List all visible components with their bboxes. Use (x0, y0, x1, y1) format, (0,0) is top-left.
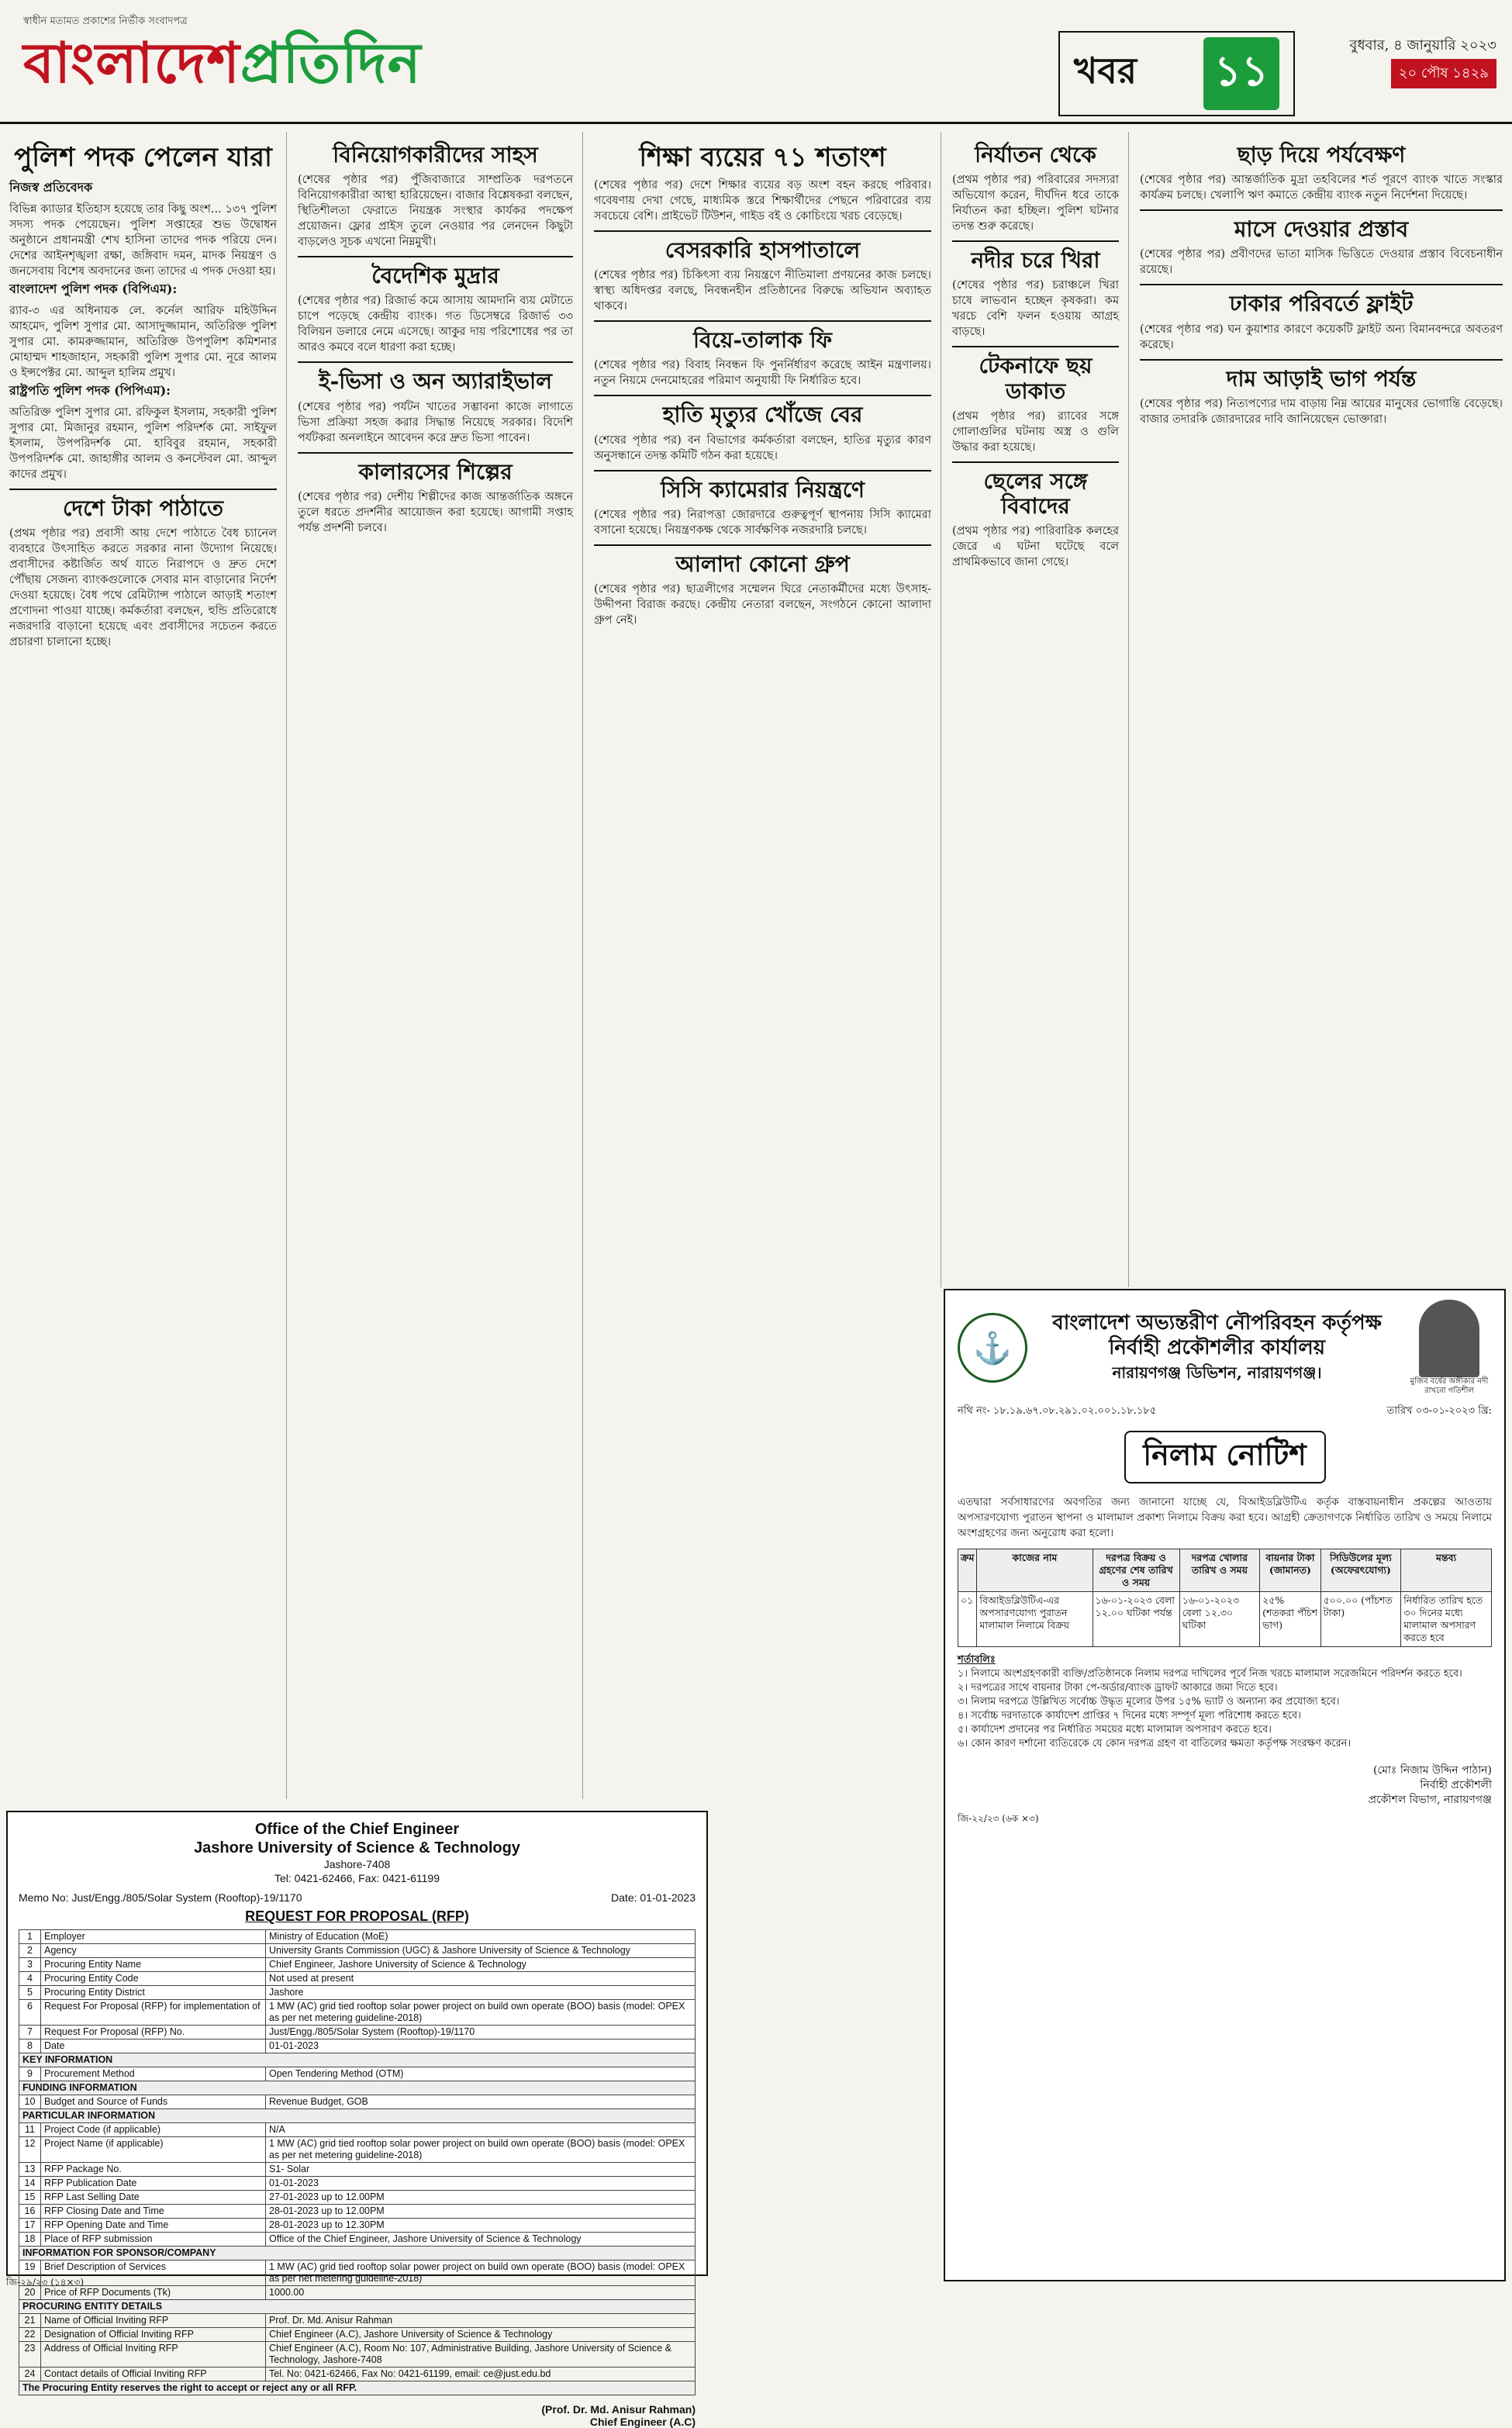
rfp-cell-k: RFP Publication Date (41, 2177, 266, 2191)
article-body: (শেষের পৃষ্ঠার পর) রিজার্ভ কমে আসায় আমদানি ব্যয় মেটাতে চাপে পড়েছে কেন্দ্রীয় ব্যাংক। গত ডিসেম্বরে রিজার্ভ ৩৩ বিলিয়ন ডলারে নেমে এসেছে। আকুর দায় পরিশোধের পর তা আরও কমবে বলে ধারণা করা হচ্ছে। (298, 295, 573, 354)
notice-col-header: দরপত্র বিক্রয় ও গ্রহণের শেষ তারিখ ও সময় (1093, 1549, 1179, 1592)
rfp-cell-v: Chief Engineer (A.C), Jashore University of Science & Technology (266, 2328, 696, 2342)
rfp-row (19, 1944, 696, 1958)
headline-flight[interactable]: ঢাকার পরিবর্তে ফ্লাইট (1229, 291, 1414, 317)
rfp-cell-n: 21 (19, 2314, 41, 2328)
rfp-cell-k: Brief Description of Services (41, 2260, 266, 2286)
headline-marriage-fee[interactable]: বিয়ে-তালাক ফি (693, 327, 832, 354)
rfp-row (19, 2328, 696, 2342)
divider (298, 452, 573, 454)
rfp-cell-v: University Grants Commission (UGC) & Jashore University of Science & Technology (266, 1944, 696, 1958)
rfp-cell-k: Address of Official Inviting RFP (41, 2342, 266, 2368)
rfp-section-label: INFORMATION FOR SPONSOR/COMPANY (19, 2247, 696, 2260)
rfp-signer-title: Chief Engineer (A.C) (589, 2416, 696, 2428)
article-body: (প্রথম পৃষ্ঠার পর) পরিবারের সদস্যরা অভিযোগ করেন, দীর্ঘদিন ধরে তাকে নির্যাতন করা হচ্ছিল। পুলিশ ঘটনার তদন্ত শুরু করেছে। (952, 174, 1119, 233)
brand-part-1: বাংলাদেশ (23, 29, 240, 95)
rfp-cell-v: Just/Engg./805/Solar System (Rooftop)-19/1170 (266, 2026, 696, 2039)
rfp-cell-n: 5 (19, 1986, 41, 2000)
headline-art[interactable]: কালারসের শিল্পের (358, 458, 513, 485)
rfp-cell-k: Project Code (if applicable) (41, 2123, 266, 2137)
rfp-cell-n: 12 (19, 2137, 41, 2163)
column-5 (1131, 132, 1512, 1287)
article-body: অতিরিক্ত পুলিশ সুপার মো. রফিকুল ইসলাম, সহকারী পুলিশ সুপার মো. মিজানুর রহমান, পুলিশ পরিদর্শক মো. সাইফুল ইসলাম, উপপরিদর্শক মো. হাবিবুর রহমান, সহকারী উপপরিদর্শক মো. জাহাঙ্গীর আলম ও কনস্টেবল মো. আব্দুল কাদের প্রমুখ। (9, 406, 277, 482)
rfp-cell-v: 27-01-2023 up to 12.00PM (266, 2191, 696, 2205)
brand-name (23, 30, 426, 95)
rfp-row (19, 1986, 696, 2000)
rfp-cell-n: 24 (19, 2368, 41, 2381)
divider (594, 395, 931, 396)
rfp-cell-v: Jashore (266, 1986, 696, 2000)
headline-foreign-currency[interactable]: বৈদেশিক মুদ্রার (371, 263, 499, 289)
headline-e-visa[interactable]: ই-ভিসা ও অন অ্যারাইভাল (319, 368, 552, 395)
date-gregorian: বুধবার, ৪ জানুয়ারি ২০২৩ (1349, 37, 1496, 54)
headline-teknaf-robbers[interactable]: টেকনাফে ছয় ডাকাত (979, 353, 1093, 404)
rfp-row (19, 2219, 696, 2233)
notice-col-header: দরপত্র খোলার তারিখ ও সময় (1179, 1549, 1259, 1592)
article-body: (শেষের পৃষ্ঠার পর) দেশীয় শিল্পীদের কাজ আন্তর্জাতিক অঙ্গনে তুলে ধরতে প্রদর্শনীর আয়োজন করা হয়েছে। আগামী সপ্তাহ পর্যন্ত প্রদর্শনী চলবে। (298, 490, 573, 534)
headline-son-dispute[interactable]: ছেলের সঙ্গে বিবাদের (983, 468, 1088, 519)
rfp-cell-k: Employer (41, 1930, 266, 1944)
divider (298, 256, 573, 257)
rfp-cell-n: 8 (19, 2039, 41, 2053)
headline-cc-camera[interactable]: সিসি ক্যামেরার নিয়ন্ত্রণে (661, 476, 865, 503)
rfp-row (19, 2137, 696, 2163)
headline-elephant-death[interactable]: হাতি মৃত্যুর খোঁজে বের (662, 402, 863, 428)
rfp-cell-n: 19 (19, 2260, 41, 2286)
rfp-cell-k: Project Name (if applicable) (41, 2137, 266, 2163)
rfp-row (19, 2260, 696, 2286)
notice-signer: (মোঃ নিজাম উদ্দিন পাঠান) (1372, 1764, 1492, 1777)
rfp-cell-k: RFP Package No. (41, 2163, 266, 2177)
rfp-row (19, 2381, 696, 2395)
rfp-title: REQUEST FOR PROPOSAL (RFP) (245, 1908, 469, 1924)
brand-part-2: প্রতিদিন (240, 29, 422, 95)
condition-item: ২। দরপত্রের সাথে বায়নার টাকা পে-অর্ডার/ব্যাংক ড্রাফট আকারে জমা দিতে হবে। (958, 1682, 1278, 1694)
notice-intro: এতদ্বারা সর্বসাধারণের অবগতির জন্য জানানো যাচ্ছে যে, বিআইডব্লিউটিএ কর্তৃক বাস্তবায়নাধীন প্রকল্পের আওতায় অপসারণযোগ্য পুরাতন স্থাপনা ও মালামাল প্রকাশ্য নিলামে বিক্রয় করা হবে। আগ্রহী ক্রেতাগণকে নির্ধারিত তারিখ ও সময়ে নিলামে অংশগ্রহণের জন্য অনুরোধ করা হলো। (958, 1496, 1492, 1539)
rfp-cell-v: 01-01-2023 (266, 2039, 696, 2053)
headline-price[interactable]: দাম আড়াই ভাগ পর্যন্ত (1226, 365, 1417, 392)
rfp-cell-k: Procuring Entity Code (41, 1972, 266, 1986)
rfp-cell-k: Price of RFP Documents (Tk) (41, 2286, 266, 2300)
rfp-row (19, 2067, 696, 2081)
rfp-cell-n: 23 (19, 2342, 41, 2368)
notice-cell: ০১ (958, 1592, 977, 1647)
rfp-cell-n: 11 (19, 2123, 41, 2137)
divider (952, 346, 1119, 347)
rfp-row (19, 2039, 696, 2053)
rfp-cell-v: 28-01-2023 up to 12.00PM (266, 2205, 696, 2219)
divider (1140, 359, 1503, 361)
article-body: (শেষের পৃষ্ঠার পর) আন্তর্জাতিক মুদ্রা তহবিলের শর্ত পূরণে ব্যাংক খাতে সংস্কার কার্যক্রম চলছে। খেলাপি ঋণ কমাতে কেন্দ্রীয় ব্যাংক নতুন নির্দেশনা দিয়েছে। (1140, 174, 1503, 202)
rfp-row (19, 2026, 696, 2039)
rfp-cell-k: RFP Closing Date and Time (41, 2205, 266, 2219)
notice-cell: নির্ধারিত তারিখ হতে ৩০ দিনের মধ্যে মালামাল অপসারণ করতে হবে (1401, 1592, 1492, 1647)
newspaper-logo[interactable] (23, 14, 426, 107)
headline-police-medal[interactable]: পুলিশ পদক পেলেন যারা (14, 142, 272, 173)
divider (1140, 284, 1503, 285)
notice-division: নারায়ণগঞ্জ ডিভিশন, নারায়ণগঞ্জ। (1112, 1363, 1322, 1382)
rfp-row (19, 2095, 696, 2109)
rfp-cell-v: 1 MW (AC) grid tied rooftop solar power project on build own operate (BOO) basis (model: OPEX as per net metering guideline-2018) (266, 2137, 696, 2163)
section-label (1058, 31, 1295, 116)
rfp-address: Jashore-7408 (323, 1858, 391, 1870)
rfp-cell-v: Prof. Dr. Md. Anisur Rahman (266, 2314, 696, 2328)
rfp-cell-k: Request For Proposal (RFP) for implementation of (41, 2000, 266, 2026)
rfp-cell-n: 18 (19, 2233, 41, 2247)
article-body: (প্রথম পৃষ্ঠার পর) পারিবারিক কলহের জেরে এ ঘটনা ঘটেছে বলে প্রাথমিকভাবে জানা গেছে। (952, 525, 1119, 569)
article-body: (প্রথম পৃষ্ঠার পর) র‍্যাবের সঙ্গে গোলাগুলির ঘটনায় অস্ত্র ও গুলি উদ্ধার করা হয়েছে। (952, 409, 1119, 454)
headline-remittance[interactable]: দেশে টাকা পাঠাতে (63, 496, 223, 522)
rfp-cell-v: 1 MW (AC) grid tied rooftop solar power project on build own operate (BOO) basis (model: OPEX as per net metering guideline-2018) (266, 2260, 696, 2286)
dateline (1310, 33, 1496, 88)
rfp-cell-k: Contact details of Official Inviting RFP (41, 2368, 266, 2381)
rfp-cell-n: 2 (19, 1944, 41, 1958)
condition-item: ৫। কার্যাদেশ প্রদানের পর নির্ধারিত সময়ের মধ্যে মালামাল অপসারণ করতে হবে। (958, 1724, 1272, 1736)
rfp-cell-k: RFP Opening Date and Time (41, 2219, 266, 2233)
rfp-cell-n: 4 (19, 1972, 41, 1986)
condition-item: ৬। কোন কারণ দর্শানো ব্যতিরেকে যে কোন দরপত্র গ্রহণ বা বাতিলের ক্ষমতা কর্তৃপক্ষ সংরক্ষণ করেন। (958, 1738, 1351, 1749)
notice-org: বাংলাদেশ অভ্যন্তরীণ নৌপরিবহন কর্তৃপক্ষ (1052, 1311, 1382, 1335)
article-body: বিভিন্ন ক্যাডার ইতিহাস হয়েছে তার কিছু অংশ... ১৩৭ পুলিশ সদস্য পদক পেয়েছেন। পুলিশ সপ্তাহের শুভ উদ্বোধন অনুষ্ঠানে প্রধানমন্ত্রী শেখ হাসিনা তাদের পদক পরিয়ে দেন। দেশের আইনশৃঙ্খলা রক্ষা, জঙ্গিবাদ দমন, মাদক নিয়ন্ত্রণ ও জনসেবায় বিশেষ অবদানের জন্য তাদের এ পদক দেওয়া হয়। (9, 203, 277, 278)
rfp-table (19, 1929, 696, 2395)
article-body: (শেষের পৃষ্ঠার পর) চিকিৎসা ব্যয় নিয়ন্ত্রণে নীতিমালা প্রণয়নের কাজ চলছে। স্বাস্থ্য অধিদপ্তর বলছে, নিবন্ধনহীন প্রতিষ্ঠানের বিরুদ্ধে অভিযান অব্যাহত থাকবে। (594, 269, 931, 313)
article-body: (শেষের পৃষ্ঠার পর) দেশে শিক্ষার ব্যয়ের বড় অংশ বহন করছে পরিবার। গবেষণায় দেখা গেছে, মাধ্যমিক স্তরে শিক্ষার্থীদের পেছনে পরিবারের ব্যয় সবচেয়ে বেশি। প্রাইভেট টিউশন, গাইড বই ও কোচিংয়ে খরচ বেড়েছে। (594, 179, 931, 223)
rfp-cell-n: 6 (19, 2000, 41, 2026)
rfp-cell-k: Date (41, 2039, 266, 2053)
section-word: খবর (1074, 50, 1137, 92)
rfp-cell-v: Open Tendering Method (OTM) (266, 2067, 696, 2081)
rfp-cell-v: Chief Engineer, Jashore University of Science & Technology (266, 1958, 696, 1972)
rfp-cell-k: RFP Last Selling Date (41, 2191, 266, 2205)
tagline: স্বাধীন মতামত প্রকাশের নির্ভীক সংবাদপত্র (23, 16, 188, 27)
rfp-cell-n: 16 (19, 2205, 41, 2219)
article-body: (শেষের পৃষ্ঠার পর) ঘন কুয়াশার কারণে কয়েকটি ফ্লাইট অন্য বিমানবন্দরে অবতরণ করেছে। (1140, 323, 1503, 351)
rfp-cell-k: Name of Official Inviting RFP (41, 2314, 266, 2328)
notice-date: তারিখ ০৩-০১-২০২৩ খ্রি: (1386, 1405, 1492, 1417)
headline-private-hospital[interactable]: বেসরকারি হাসপাতালে (665, 237, 861, 264)
rfp-cell-k: Request For Proposal (RFP) No. (41, 2026, 266, 2039)
notice-signer-dept: প্রকৌশল বিভাগ, নারায়ণগঞ্জ (1368, 1794, 1492, 1806)
divider (952, 461, 1119, 463)
column-3 (585, 132, 941, 1287)
rfp-cell-v: Revenue Budget, GOB (266, 2095, 696, 2109)
column-4 (943, 132, 1129, 1287)
article-body: (শেষের পৃষ্ঠার পর) বিবাহ নিবন্ধন ফি পুনর্নির্ধারণ করেছে আইন মন্ত্রণালয়। নতুন নিয়মে দেনমোহরের পরিমাণ অনুযায়ী ফি নির্ধারিত হবে। (594, 359, 931, 388)
headline-cucumber[interactable]: নদীর চরে খিরা (971, 247, 1100, 274)
portrait-image (1419, 1300, 1479, 1377)
rfp-ref: জি-২৯/২৩ (১৪×৩) (6, 2277, 85, 2288)
rfp-cell-k: Place of RFP submission (41, 2233, 266, 2247)
notice-caption: মুজিব বর্ষের অঙ্গীকার নদী রাখবো গতিশীল (1410, 1377, 1489, 1395)
article-body: (শেষের পৃষ্ঠার পর) পর্যটন খাতের সম্ভাবনা কাজে লাগাতে ভিসা প্রক্রিয়া সহজ করার সিদ্ধান্ত নিয়েছে সরকার। বিদেশি পর্যটকরা অনলাইনে আবেদন করে দ্রুত ভিসা পাবেন। (298, 400, 573, 444)
headline-investors[interactable]: বিনিয়োগকারীদের সাহস (333, 142, 538, 168)
article-body: (শেষের পৃষ্ঠার পর) নিত্যপণ্যের দাম বাড়ায় নিম্ন আয়ের মানুষের ভোগান্তি বেড়েছে। বাজার তদারকি জোরদারের দাবি জানিয়েছেন ভোক্তারা। (1140, 397, 1503, 426)
divider (594, 470, 931, 471)
condition-item: ১। নিলামে অংশগ্রহণকারী ব্যক্তি/প্রতিষ্ঠানকে নিলাম দরপত্র দাখিলের পূর্বে নিজ খরচে মালামাল সরেজমিনে পরিদর্শন করতে হবে। (958, 1668, 1462, 1680)
notice-col-header: সিডিউলের মূল্য (অফেরৎযোগ্য) (1320, 1549, 1401, 1592)
rfp-cell-n: 1 (19, 1930, 41, 1944)
rfp-row (19, 2000, 696, 2026)
rfp-cell-v: 01-01-2023 (266, 2177, 696, 2191)
rfp-cell-n: 20 (19, 2286, 41, 2300)
rfp-cell-k: Budget and Source of Funds (41, 2095, 266, 2109)
rfp-signer: (Prof. Dr. Md. Anisur Rahman) (541, 2403, 696, 2416)
notice-cell: ১৬-০১-২০২৩ বেলা ১২.০০ ঘটিকা পর্যন্ত (1093, 1592, 1179, 1647)
article-body: (শেষের পৃষ্ঠার পর) চরাঞ্চলে খিরা চাষে লাভবান হচ্ছেন কৃষকরা। কম খরচে বেশি ফলন হওয়ায় আগ্রহ বাড়ছে। (952, 279, 1119, 339)
column-2 (288, 132, 583, 1799)
rfp-cell-n: 9 (19, 2067, 41, 2081)
rfp-cell-v: Tel. No: 0421-62466, Fax No: 0421-61199, email: ce@just.edu.bd (266, 2368, 696, 2381)
rfp-section-label: PROCURING ENTITY DETAILS (19, 2300, 696, 2314)
notice-col-header: ক্রম (958, 1549, 977, 1592)
rfp-cell-n: 17 (19, 2219, 41, 2233)
notice-cell: ৫০০.০০ (পাঁচশত টাকা) (1320, 1592, 1401, 1647)
rfp-cell-v: N/A (266, 2123, 696, 2137)
notice-memo: নথি নং- ১৮.১৯.৬৭.০৮.২৯১.০২.০০১.১৮.১৮৫ (958, 1405, 1157, 1417)
rfp-row (19, 2368, 696, 2381)
condition-item: ৩। নিলাম দরপত্রে উল্লিখিত সর্বোচ্চ উদ্ধৃত মূল্যের উপর ১৫% ভ্যাট ও অন্যান্য কর প্রযোজ্য হবে। (958, 1696, 1340, 1708)
divider (594, 544, 931, 546)
notice-title: নিলাম নোটিশ (1124, 1431, 1326, 1483)
column-1 (0, 132, 287, 1799)
rfp-section-label: The Procuring Entity reserves the right to accept or reject any or all RFP. (19, 2381, 696, 2395)
divider (1140, 209, 1503, 211)
rfp-cell-n: 10 (19, 2095, 41, 2109)
rfp-cell-k: Agency (41, 1944, 266, 1958)
divider (9, 489, 277, 490)
rfp-cell-k: Procurement Method (41, 2067, 266, 2081)
rfp-row (19, 2081, 696, 2095)
notice-col-header: বায়নার টাকা (জামানত) (1260, 1549, 1321, 1592)
rfp-office: Office of the Chief Engineer (254, 1821, 460, 1838)
notice-cell: ১৬-০১-২০২৩ বেলা ১২.৩০ ঘটিকা (1179, 1592, 1259, 1647)
headline-torture[interactable]: নির্যাতন থেকে (975, 142, 1096, 168)
rfp-cell-v: S1- Solar (266, 2163, 696, 2177)
rfp-cell-v: Chief Engineer (A.C), Room No: 107, Administrative Building, Jashore University of Science & Technology, Jashore-7408 (266, 2342, 696, 2368)
divider (298, 361, 573, 363)
rfp-section-label: FUNDING INFORMATION (19, 2081, 696, 2095)
headline-separate-group[interactable]: আলাদা কোনো গ্রুপ (675, 551, 850, 577)
date-bangla: ২০ পৌষ ১৪২৯ (1391, 59, 1496, 88)
notice-signer-title: নির্বাহী প্রকৌশলী (1420, 1779, 1492, 1791)
rfp-cell-v: 28-01-2023 up to 12.30PM (266, 2219, 696, 2233)
rfp-row (19, 1972, 696, 1986)
rfp-section-label: KEY INFORMATION (19, 2053, 696, 2067)
byline: নিজস্ব প্রতিবেদক (9, 180, 93, 195)
subheading: রাষ্ট্রপতি পুলিশ পদক (পিপিএম): (9, 383, 171, 399)
rfp-row (19, 2300, 696, 2314)
rfp-cell-n: 14 (19, 2177, 41, 2191)
rfp-tel: Tel: 0421-62466, Fax: 0421-61199 (274, 1872, 440, 1884)
page-number: ১১ (1203, 37, 1279, 110)
notice-table (958, 1549, 1492, 1647)
notice-col-header: কাজের নাম (977, 1549, 1093, 1592)
notice-office: নির্বাহী প্রকৌশলীর কার্যালয় (1108, 1336, 1326, 1359)
rfp-cell-k: Designation of Official Inviting RFP (41, 2328, 266, 2342)
divider (594, 320, 931, 322)
rfp-cell-k: Procuring Entity Name (41, 1958, 266, 1972)
rfp-cell-n: 15 (19, 2191, 41, 2205)
rfp-row (19, 2123, 696, 2137)
rfp-cell-n: 3 (19, 1958, 41, 1972)
rfp-row (19, 2342, 696, 2368)
rfp-cell-k: Procuring Entity District (41, 1986, 266, 2000)
notice-ref: জি-২২/২৩ (৬ক ×৩) (958, 1813, 1039, 1824)
rfp-row (19, 2233, 696, 2247)
article-body: (শেষের পৃষ্ঠার পর) পুঁজিবাজারে সাম্প্রতিক দরপতনে বিনিয়োগকারীরা আস্থা হারিয়েছেন। বাজার বিশ্লেষকরা বলছেন, স্থিতিশীলতা ফেরাতে নিয়ন্ত্রক সংস্থার কার্যকর পদক্ষেপ প্রয়োজন। ফ্লোর প্রাইস তুলে নেওয়ার পর লেনদেন কিছুটা বাড়লেও সূচক এখনো নিম্নমুখী। (298, 174, 573, 249)
article-body: (শেষের পৃষ্ঠার পর) বন বিভাগের কর্মকর্তারা বলছেন, হাতির মৃত্যুর কারণ অনুসন্ধানে তদন্ত কমিটি গঠন করা হয়েছে। (594, 433, 931, 462)
headline-monthly-proposal[interactable]: মাসে দেওয়ার প্রস্তাব (1234, 216, 1409, 243)
rfp-memo: Memo No: Just/Engg./805/Solar System (Rooftop)-19/1170 (19, 1891, 302, 1904)
rfp-row (19, 2053, 696, 2067)
rfp-row (19, 2163, 696, 2177)
subheading: বাংলাদেশ পুলিশ পদক (বিপিএম): (9, 281, 178, 297)
notice-cell: বিআইডব্লিউটিএ-এর অপসারণযোগ্য পুরাতন মালামাল নিলামে বিক্রয় (977, 1592, 1093, 1647)
divider (952, 240, 1119, 242)
rfp-cell-v: 1 MW (AC) grid tied rooftop solar power project on build own operate (BOO) basis (model: OPEX as per net metering guideline-2018) (266, 2000, 696, 2026)
rfp-date: Date: 01-01-2023 (611, 1891, 696, 1904)
headline-education-cost[interactable]: শিক্ষা ব্যয়ের ৭১ শতাংশ (639, 142, 886, 173)
rfp-university: Jashore University of Science & Technology (194, 1839, 520, 1856)
rfp-cell-v: 1000.00 (266, 2286, 696, 2300)
rfp-cell-v: Ministry of Education (MoE) (266, 1930, 696, 1944)
rfp-row (19, 2247, 696, 2260)
rfp-cell-n: 7 (19, 2026, 41, 2039)
conditions-title: শর্তাবলিঃ (958, 1654, 996, 1666)
rfp-row (19, 2314, 696, 2328)
rfp-cell-v: Not used at present (266, 1972, 696, 1986)
condition-item: ৪। সর্বোচ্চ দরদাতাকে কার্যাদেশ প্রাপ্তির ৭ দিনের মধ্যে সম্পূর্ণ মূল্য পরিশোধ করতে হবে। (958, 1710, 1301, 1722)
notice-cell: ২৫% (শতকরা পঁচিশ ভাগ) (1260, 1592, 1321, 1647)
rfp-row (19, 2205, 696, 2219)
rfp-cell-n: 22 (19, 2328, 41, 2342)
article-body: (শেষের পৃষ্ঠার পর) ছাত্রলীগের সম্মেলন ঘিরে নেতাকর্মীদের মধ্যে উৎসাহ-উদ্দীপনা বিরাজ করছে। কেন্দ্রীয় নেতারা বলছেন, সংগঠনে কোনো আলাদা গ্রুপ নেই। (594, 583, 931, 627)
rfp-row (19, 2286, 696, 2300)
article-body: (শেষের পৃষ্ঠার পর) নিরাপত্তা জোরদারে গুরুত্বপূর্ণ স্থাপনায় সিসি ক্যামেরা বসানো হয়েছে। নিয়ন্ত্রণকক্ষ থেকে সার্বক্ষণিক নজরদারি চলছে। (594, 508, 931, 537)
rfp-row (19, 1930, 696, 1944)
article-body: র‍্যাব-৩ এর অধিনায়ক লে. কর্নেল আরিফ মহিউদ্দিন আহমেদ, পুলিশ সুপার মো. আসাদুজ্জামান, অতিরিক্ত পুলিশ সুপার মো. কামরুজ্জামান, অতিরিক্ত উপপুলিশ কমিশনার মোহাম্মদ শাহজাহান, সহকারী পুলিশ সুপার মো. নূরে আলম ও ইন্সপেক্টর মো. আব্দুল হালিম প্রমুখ। (9, 305, 277, 380)
masthead (0, 0, 1512, 124)
divider (594, 230, 931, 232)
rfp-row (19, 2109, 696, 2123)
rfp-row (19, 2177, 696, 2191)
biwta-emblem-icon: ⚓ (958, 1313, 1027, 1383)
rfp-section-label: PARTICULAR INFORMATION (19, 2109, 696, 2123)
article-body: (শেষের পৃষ্ঠার পর) প্রবীণদের ভাতা মাসিক ভিত্তিতে দেওয়ার প্রস্তাব বিবেচনাধীন রয়েছে। (1140, 248, 1503, 277)
headline-relaxation[interactable]: ছাড় দিয়ে পর্যবেক্ষণ (1237, 142, 1406, 168)
auction-notice (944, 1289, 1506, 2281)
rfp-row (19, 1958, 696, 1972)
rfp-row (19, 2191, 696, 2205)
article-body: (প্রথম পৃষ্ঠার পর) প্রবাসী আয় দেশে পাঠাতে বৈধ চ্যানেল ব্যবহারে উৎসাহিত করতে সরকার নানা উদ্যোগ নিয়েছে। প্রবাসীদের কষ্টার্জিত অর্থ যাতে নিরাপদে ও দ্রুত দেশে পৌঁছায় সেজন্য ব্যাংকগুলোকে সেবার মান বাড়ানোর নির্দেশ দেওয়া হয়েছে। বৈধ পথে রেমিট্যান্স পাঠালে আড়াই শতাংশ প্রণোদনা পাওয়া যাচ্ছে। কর্মকর্তারা বলছেন, হুন্ডি প্রতিরোধে নজরদারি বাড়ানো হয়েছে এবং প্রবাসীদের সচেতন করতে প্রচারণা চালানো হচ্ছে। (9, 527, 277, 649)
notice-col-header: মন্তব্য (1401, 1549, 1492, 1592)
rfp-cell-v: Office of the Chief Engineer, Jashore University of Science & Technology (266, 2233, 696, 2247)
rfp-cell-n: 13 (19, 2163, 41, 2177)
